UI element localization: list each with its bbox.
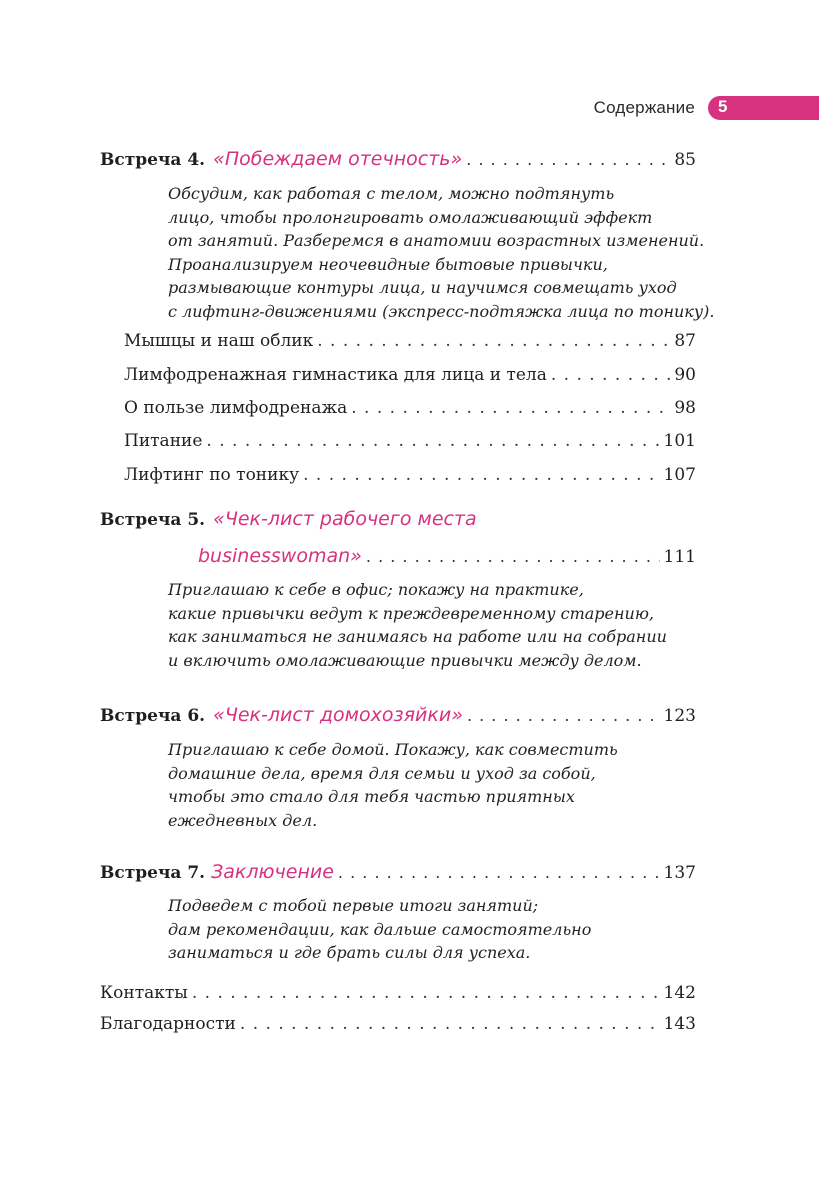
- description-line: дам рекомендации, как дальше самостоятельно: [168, 919, 592, 939]
- page-ref: 123: [663, 706, 696, 726]
- description-line: и включить омолаживающие привычки между делом.: [168, 650, 642, 670]
- meeting-label: Встреча 5.: [100, 510, 206, 530]
- meeting-label: Встреча 4.: [100, 150, 206, 170]
- page-ref: 107: [663, 465, 696, 485]
- dot-leader: [366, 547, 660, 566]
- toc-entry-acknowledgements[interactable]: [100, 1014, 696, 1034]
- dot-leader: [206, 431, 659, 451]
- page-ref: 85: [674, 150, 696, 170]
- dot-leader: [303, 465, 659, 485]
- chapter-title-line-1: «Чек-лист рабочего места: [213, 508, 477, 530]
- entry-label: Контакты: [100, 983, 188, 1003]
- dot-leader: [551, 365, 670, 385]
- toc-subentry[interactable]: [124, 431, 696, 451]
- dot-leader: [467, 706, 660, 725]
- chapter-description: [168, 894, 728, 965]
- chapter-title: «Чек-лист домохозяйки»: [213, 704, 463, 726]
- description-line: Приглашаю к себе домой. Покажу, как совместить: [168, 740, 618, 759]
- toc-entry-contacts[interactable]: [100, 983, 696, 1003]
- chapter-title: «Побеждаем отечность»: [213, 148, 463, 170]
- toc-entry-meeting-6[interactable]: [100, 704, 696, 726]
- chapter-description: [168, 182, 728, 323]
- description-line: Обсудим, как работая с телом, можно подтянуть: [168, 184, 615, 203]
- page-number: 5: [718, 97, 728, 116]
- toc-subentry[interactable]: [124, 398, 696, 418]
- running-header: [0, 96, 819, 124]
- description-line: как заниматься не занимаясь на работе или на собрании: [168, 627, 667, 646]
- chapter-title: Заключение: [211, 861, 334, 883]
- header-title: Содержание: [593, 98, 695, 117]
- page-ref: 111: [663, 547, 696, 567]
- description-line: с лифтинг-движениями (экспресс-подтяжка лица по тонику).: [168, 301, 715, 321]
- toc-subentry[interactable]: [124, 465, 696, 485]
- chapter-title-line-2: businesswoman»: [198, 545, 362, 567]
- description-line: размывающие контуры лица, и научимся совмещать уход: [168, 278, 677, 297]
- subentry-label: О пользе лимфодренажа: [124, 398, 348, 418]
- chapter-description: [168, 578, 728, 672]
- page-ref: 101: [663, 431, 696, 451]
- toc-subentry[interactable]: [124, 331, 696, 351]
- description-line: чтобы это стало для тебя частью приятных: [168, 787, 575, 806]
- dot-leader: [317, 331, 670, 351]
- meeting-label: Встреча 7.: [100, 863, 206, 883]
- description-line: домашние дела, время для семьи и уход за собой,: [168, 763, 596, 783]
- dot-leader: [240, 1014, 660, 1034]
- page-ref: 90: [674, 365, 696, 385]
- toc-subentry[interactable]: [124, 365, 696, 385]
- chapter-description: [168, 738, 728, 832]
- toc-entry-meeting-5-continued[interactable]: [198, 545, 696, 567]
- subentry-label: Мышцы и наш облик: [124, 331, 314, 351]
- meeting-label: Встреча 6.: [100, 706, 206, 726]
- description-line: Подведем с тобой первые итоги занятий;: [168, 896, 539, 915]
- description-line: Проанализируем неочевидные бытовые привычки,: [168, 254, 608, 274]
- page-ref: 87: [674, 331, 696, 351]
- dot-leader: [466, 150, 670, 169]
- toc-entry-meeting-5[interactable]: [100, 508, 696, 530]
- description-line: какие привычки ведут к преждевременному старению,: [168, 603, 655, 623]
- page-ref: 137: [663, 863, 696, 883]
- description-line: Приглашаю к себе в офис; покажу на практике,: [168, 580, 584, 599]
- description-line: лицо, чтобы пролонгировать омолаживающий эффект: [168, 207, 653, 227]
- description-line: от занятий. Разберемся в анатомии возрастных изменений.: [168, 231, 705, 250]
- subentry-label: Питание: [124, 431, 203, 451]
- description-line: ежедневных дел.: [168, 810, 318, 830]
- dot-leader: [338, 863, 660, 882]
- toc-entry-meeting-4[interactable]: [100, 148, 696, 170]
- page-ref: 143: [663, 1014, 696, 1034]
- dot-leader: [192, 983, 660, 1003]
- subentry-label: Лимфодренажная гимнастика для лица и тела: [124, 365, 547, 385]
- dot-leader: [351, 398, 670, 418]
- entry-label: Благодарности: [100, 1014, 236, 1034]
- page-ref: 98: [674, 398, 696, 418]
- subentry-label: Лифтинг по тонику: [124, 465, 300, 485]
- toc-entry-meeting-7[interactable]: [100, 861, 696, 883]
- description-line: заниматься и где брать силы для успеха.: [168, 943, 531, 962]
- page-ref: 142: [663, 983, 696, 1003]
